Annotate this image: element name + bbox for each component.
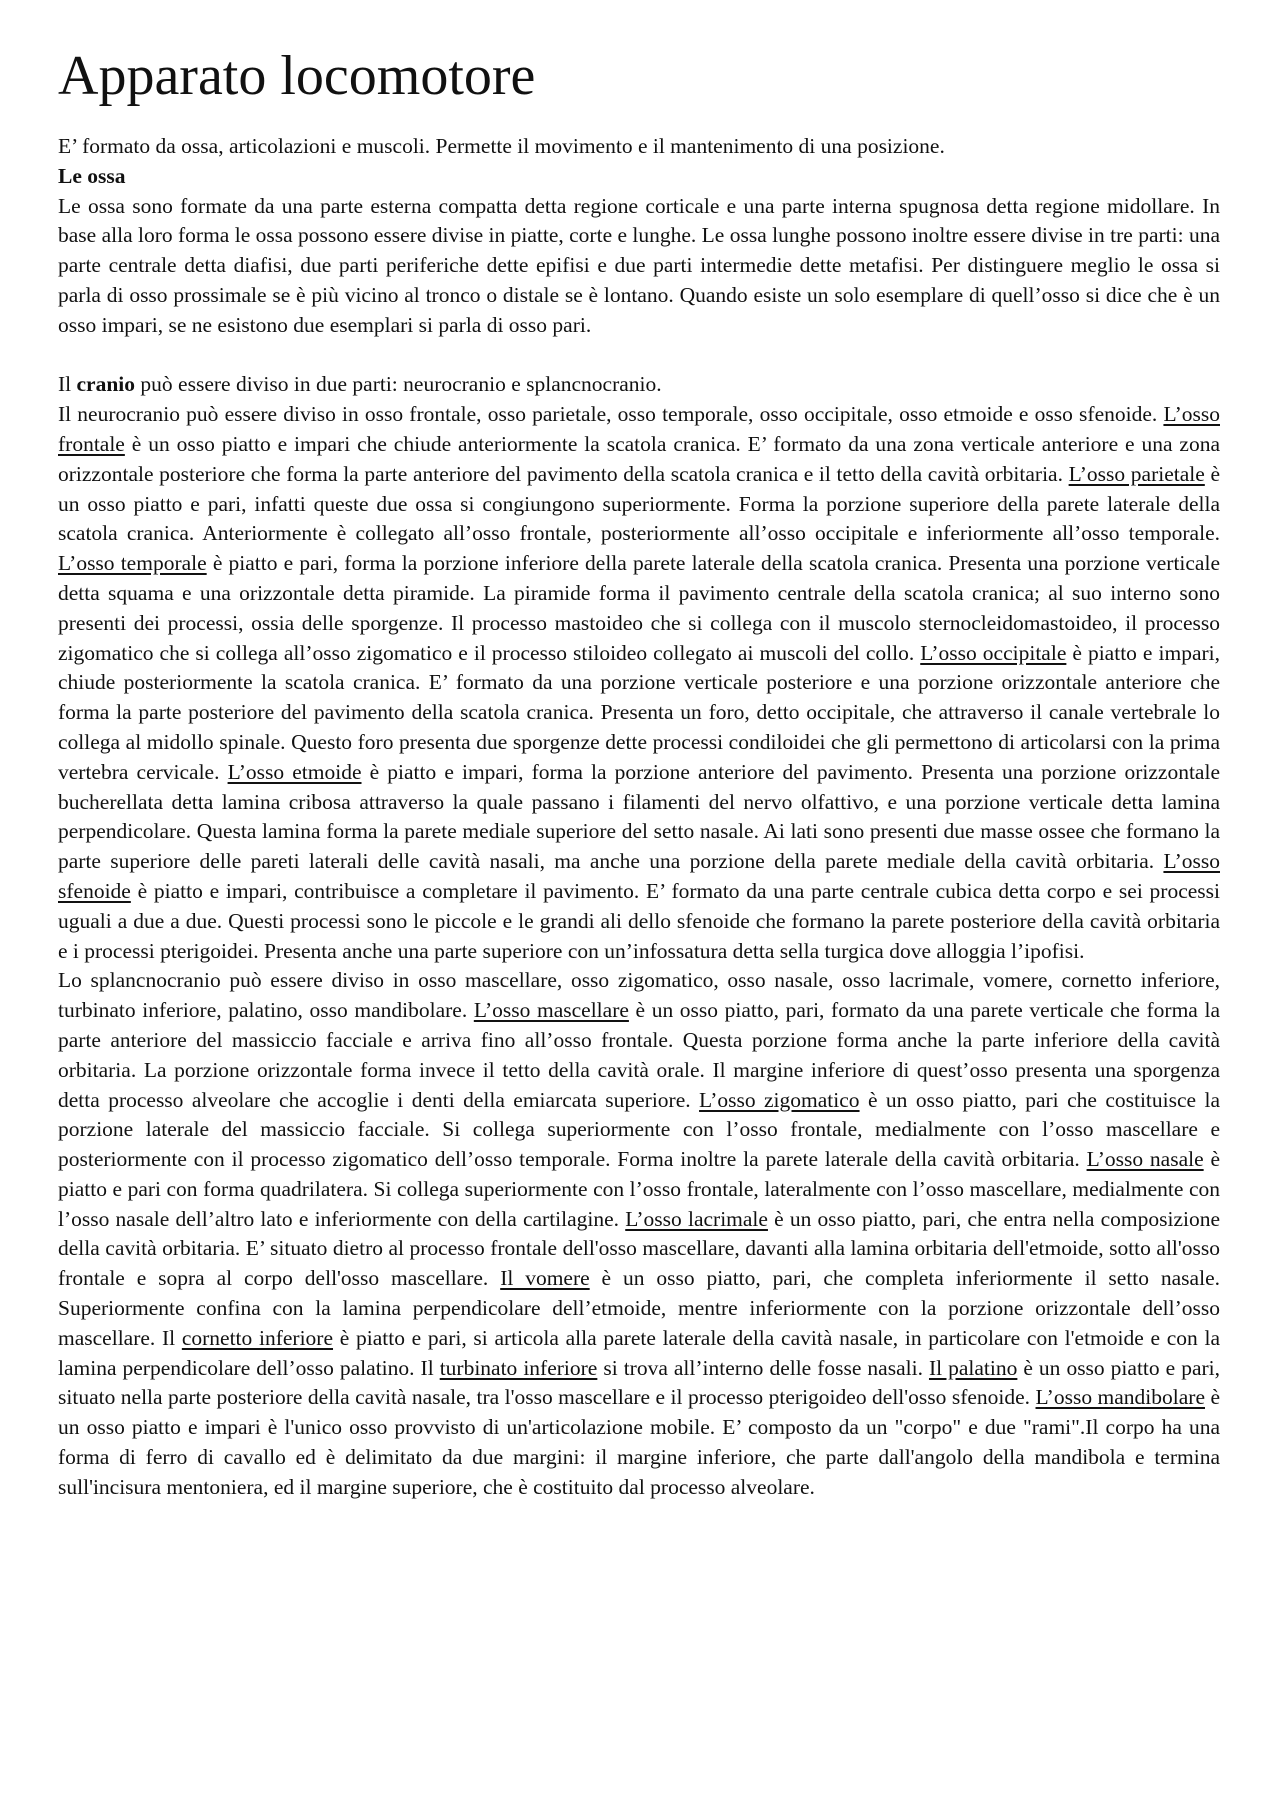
osso-frontale-description: è un osso piatto e impari che chiude anteriormente la scatola cranica. E’ formato da una zona verticale anteriore e una zona orizzontale posteriore che forma la parte anteriore del pavimento della scatola cranica e il tetto della cavità orbitaria. xyxy=(58,431,1220,486)
vomere-description: è un osso piatto, pari, che completa inferiormente il setto nasale. Superiormente confina con la lamina perpendicolare dell’etmoide, mentre inferiormente con la porzione orizzontale dell’osso mascellare. Il xyxy=(58,1266,1220,1350)
ossa-heading-text: Le ossa xyxy=(58,163,126,188)
splancnocranio-intro: Lo splancnocranio può essere diviso in osso mascellare, osso zigomatico, osso nasale, osso lacrimale, vomere, cornetto inferiore, turbinato inferiore, palatino, osso mandibolare. xyxy=(58,968,1220,1023)
neurocranio-intro: Il neurocranio può essere diviso in osso frontale, osso parietale, osso temporale, osso occipitale, osso etmoide e osso sfenoide. xyxy=(58,402,1164,427)
paragraph-spacer xyxy=(58,341,1220,371)
osso-nasale-description: è piatto e pari con forma quadrilatera. Si collega superiormente con l’osso frontale, lateralmente con l’osso mascellare, medialmente con l’osso nasale dell’altro lato e inferiormente con della cartilagine. xyxy=(58,1147,1220,1231)
osso-parietale-description: è un osso piatto e pari, infatti queste due ossa si congiungono superiormente. Forma la porzione superiore della parete laterale della scatola cranica. Anteriormente è collegato all’osso frontale, posteriormente all’osso occipitale e inferiormente all’osso temporale. xyxy=(58,461,1220,546)
term-osso-mandibolare: L’osso mandibolare xyxy=(1035,1385,1205,1410)
osso-etmoide-description: è piatto e impari, forma la porzione anteriore del pavimento. Presenta una porzione orizzontale bucherellata detta lamina cribosa attraverso la quale passano i filamenti del nervo olfattivo, e una porzione verticale detta lamina perpendicolare. Questa lamina forma la parete mediale superiore del setto nasale. Ai lati sono presenti due masse ossee che formano la parte superiore delle pareti laterali delle cavità nasali, ma anche una porzione della parete mediale della cavità orbitaria. xyxy=(58,759,1220,874)
term-osso-occipitale: L’osso occipitale xyxy=(920,640,1067,665)
term-cornetto-inferiore: cornetto inferiore xyxy=(181,1325,334,1350)
palatino-description: è un osso piatto e pari, situato nella parte posteriore della cavità nasale, tra l'osso mascellare e il processo pterigoideo dell'osso sfenoide. xyxy=(58,1355,1221,1410)
term-turbinato-inferiore: turbinato inferiore xyxy=(439,1355,598,1380)
term-palatino: Il palatino xyxy=(928,1355,1018,1380)
neurocranio-paragraph xyxy=(58,400,1220,966)
term-osso-nasale: L’osso nasale xyxy=(1086,1147,1204,1172)
osso-mandibolare-description: è un osso piatto e impari è l'unico osso provvisto di un'articolazione mobile. E’ composto da un "corpo" e due "rami".Il corpo ha una forma di ferro di cavallo ed è delimitato da due margini: il margine inferiore, che parte dall'angolo della mandibola e termina sull'incisura mentoniera, ed il margine superiore, che è costituito dal processo alveolare. xyxy=(58,1385,1221,1499)
intro-paragraph: E’ formato da ossa, articolazioni e muscoli. Permette il movimento e il mantenimento di una posizione. xyxy=(58,134,945,158)
section-heading-ossa xyxy=(58,162,1220,192)
document-page xyxy=(58,40,1220,1503)
term-vomere: Il vomere xyxy=(500,1266,590,1291)
cranio-term: cranio xyxy=(76,372,136,397)
cranio-pre: Il xyxy=(58,372,77,397)
osso-occipitale-description: è piatto e impari, chiude posteriormente la scatola cranica. E’ formato da una porzione verticale posteriore e una porzione orizzontale anteriore che forma la parte posteriore del pavimento della scatola cranica. Presenta un foro, detto occipitale, che attraverso il canale vertebrale lo collega al midollo spinale. Questo foro presenta due sporgenze dette processi condiloidei che gli permettono di articolarsi con la prima vertebra cervicale. xyxy=(58,640,1220,784)
cornetto-inferiore-description: è piatto e pari, si articola alla parete laterale della cavità nasale, in particolare con l'etmoide e con la lamina perpendicolare dell’osso palatino. Il xyxy=(58,1325,1221,1380)
term-osso-zigomatico: L’osso zigomatico xyxy=(699,1087,860,1112)
osso-mascellare-description: è un osso piatto, pari, formato da una parete verticale che forma la parte anteriore del massiccio facciale e arriva fino all’osso frontale. Questa porzione forma anche la parte inferiore della cavità orbitaria. La porzione orizzontale forma invece il tetto della cavità orale. Il margine inferiore di quest’osso presenta una sporgenza detta processo alveolare che accoglie i denti della emiarcata superiore. xyxy=(58,998,1220,1112)
cranio-paragraph xyxy=(58,370,1220,400)
osso-sfenoide-description: è piatto e impari, contribuisce a completare il pavimento. E’ formato da una parte centrale cubica detta corpo e sei processi uguali a due a due. Questi processi sono le piccole e le grandi ali dello sfenoide che formano la parete posteriore della cavità orbitaria e i processi pterigoidei. Presenta anche una parte superiore con un’infossatura detta sella turgica dove alloggia l’ipofisi. xyxy=(58,878,1220,963)
term-osso-lacrimale: L’osso lacrimale xyxy=(625,1206,768,1231)
cranio-post: può essere diviso in due parti: neurocranio e splancnocranio. xyxy=(135,372,662,397)
ossa-paragraph: Le ossa sono formate da una parte esterna compatta detta regione corticale e una parte interna spugnosa detta regione midollare. In base alla loro forma le ossa possono essere divise in piatte, corte e lunghe. Le ossa lunghe possono inoltre essere divise in tre parti: una parte centrale detta diafisi, due parti periferiche dette epifisi e due parti intermedie dette metafisi. Per distinguere meglio le ossa si parla di osso prossimale se è più vicino al tronco o distale se è lontano. Quando esiste un solo esemplare di quell’osso si dice che è un osso impari, se ne esistono due esemplari si parla di osso pari. xyxy=(58,193,1220,337)
document-body xyxy=(58,132,1220,1503)
term-osso-etmoide: L’osso etmoide xyxy=(227,759,362,784)
term-osso-parietale: L’osso parietale xyxy=(1068,461,1205,486)
term-osso-frontale: L’osso frontale xyxy=(58,402,1220,456)
page-title: Apparato locomotore xyxy=(58,45,536,107)
turbinato-inferiore-description: si trova all’interno delle fosse nasali. xyxy=(597,1355,929,1380)
term-osso-temporale: L’osso temporale xyxy=(58,551,207,576)
splancnocranio-paragraph xyxy=(58,966,1220,1502)
osso-temporale-description: è piatto e pari, forma la porzione inferiore della parete laterale della scatola cranica. Presenta una porzione verticale detta squama e una orizzontale detta piramide. La piramide forma il pavimento centrale della scatola cranica; al suo interno sono presenti dei processi, ossia delle sporgenze. Il processo mastoideo che si collega con il muscolo sternocleidomastoideo, il processo zigomatico che si collega all’osso zigomatico e il processo stiloideo collegato ai muscoli del collo. xyxy=(58,551,1220,665)
term-osso-sfenoide: L’osso sfenoide xyxy=(58,849,1220,903)
osso-zigomatico-description: è un osso piatto, pari che costituisce la porzione laterale del massiccio facciale. Si collega superiormente con l’osso frontale, medialmente con l’osso mascellare e posteriormente con il processo zigomatico dell’osso temporale. Forma inoltre la parete laterale della cavità orbitaria. xyxy=(58,1087,1221,1172)
osso-lacrimale-description: è un osso piatto, pari, che entra nella composizione della cavità orbitaria. E’ situato dietro al processo frontale dell'osso mascellare, davanti alla lamina orbitaria dell'etmoide, sotto all'osso frontale e sopra al corpo dell'osso mascellare. xyxy=(58,1206,1221,1291)
term-osso-mascellare: L’osso mascellare xyxy=(473,998,629,1023)
